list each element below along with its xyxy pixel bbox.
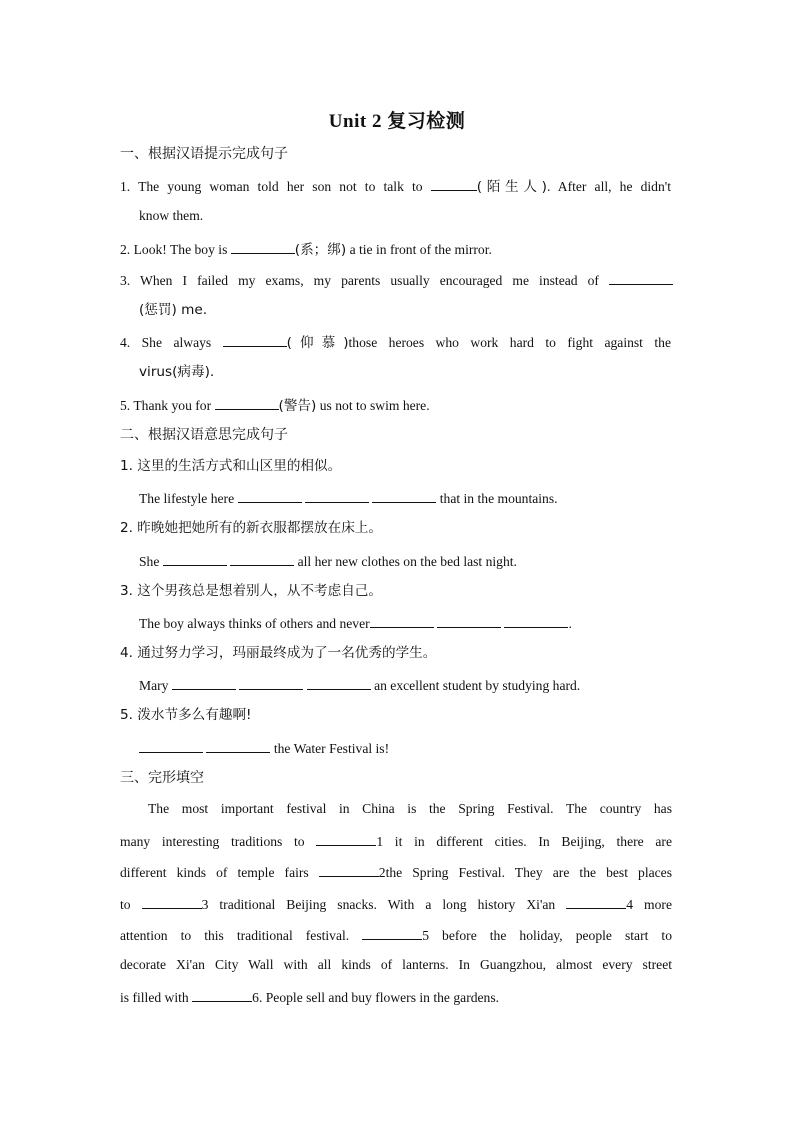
cloze-text: 2the Spring Festival. They are the best places xyxy=(378,865,672,880)
p2-q5-english xyxy=(139,738,389,758)
answer-blank[interactable] xyxy=(238,488,302,503)
cloze-line-4 xyxy=(120,894,672,914)
cloze-line-6: decorate Xi'an City Wall with all kinds of lanterns. In Guangzhou, almost every street xyxy=(120,957,672,972)
cloze-text: different kinds of temple fairs xyxy=(120,865,309,880)
p2-q3-post: . xyxy=(568,616,572,631)
p1-q4-text-c: virus(病毒). xyxy=(139,364,215,380)
cloze-line-3 xyxy=(120,862,672,882)
answer-blank[interactable] xyxy=(163,551,227,566)
cloze-blank-5[interactable] xyxy=(362,925,422,940)
p2-q4-english xyxy=(139,675,580,695)
p1-q2-text-a: 2. Look! The boy is xyxy=(120,242,228,257)
cloze-text: 6. People sell and buy flowers in the gardens. xyxy=(252,990,500,1005)
p1-q3-text-c: (惩罚) me. xyxy=(139,302,208,318)
cloze-line-1: The most important festival in China is the Spring Festival. The country has xyxy=(148,801,672,816)
p1-q5-line xyxy=(120,395,430,415)
p1-q4-text-a: 4. She always xyxy=(120,335,212,350)
cloze-text: attention to this traditional festival. xyxy=(120,928,350,943)
p2-q4-chinese: 4. 通过努力学习，玛丽最终成为了一名优秀的学生。 xyxy=(120,645,437,661)
answer-blank[interactable] xyxy=(206,738,270,753)
p1-q1-line1 xyxy=(120,176,671,196)
p1-q3-line1 xyxy=(120,270,673,290)
cloze-text: 3 traditional Beijing snacks. With a long history Xi'an xyxy=(201,897,556,912)
p1-q1-text-b: . After all, he didn't xyxy=(546,179,671,194)
answer-blank[interactable] xyxy=(223,332,287,347)
answer-blank[interactable] xyxy=(431,176,477,191)
cloze-blank-1[interactable] xyxy=(316,831,376,846)
p1-q3-line2 xyxy=(139,301,207,319)
cloze-text: 5 before the holiday, people start to xyxy=(422,928,672,943)
p2-q5-chinese: 5. 泼水节多么有趣啊! xyxy=(120,707,252,723)
cloze-line-2 xyxy=(120,831,672,851)
p1-q5-hint: (警告) xyxy=(278,398,317,414)
p2-q2-english xyxy=(139,551,517,571)
cloze-blank-2[interactable] xyxy=(319,862,379,877)
answer-blank[interactable] xyxy=(230,551,294,566)
section-heading-2: 二、根据汉语意思完成句子 xyxy=(120,427,288,443)
p2-q2-pre: She xyxy=(139,554,160,569)
p1-q2-text-b: a tie in front of the mirror. xyxy=(349,242,492,257)
p1-q5-text-a: 5. Thank you for xyxy=(120,398,212,413)
p2-q1-english xyxy=(139,488,558,508)
answer-blank[interactable] xyxy=(504,613,568,628)
section-heading-3: 三、完形填空 xyxy=(120,770,204,786)
p1-q2-line xyxy=(120,239,492,259)
cloze-blank-6[interactable] xyxy=(192,987,252,1002)
page-title: Unit 2 复习检测 xyxy=(328,111,466,132)
p2-q2-chinese: 2. 昨晚她把她所有的新衣服都摆放在床上。 xyxy=(120,520,382,536)
answer-blank[interactable] xyxy=(370,613,434,628)
answer-blank[interactable] xyxy=(239,675,303,690)
answer-blank[interactable] xyxy=(231,239,295,254)
cloze-text: 4 more xyxy=(626,897,672,912)
p1-q4-hint: (仰慕) xyxy=(286,335,349,351)
p1-q5-text-b: us not to swim here. xyxy=(319,398,430,413)
p1-q4-text-b: those heroes who work hard to fight against the xyxy=(348,335,671,350)
p1-q1-text-a: 1. The young woman told her son not to talk to xyxy=(120,179,423,194)
p2-q1-post: that in the mountains. xyxy=(439,491,558,506)
p2-q1-pre: The lifestyle here xyxy=(139,491,235,506)
p2-q3-chinese: 3. 这个男孩总是想着别人，从不考虑自己。 xyxy=(120,583,382,599)
answer-blank[interactable] xyxy=(609,270,673,285)
answer-blank[interactable] xyxy=(307,675,371,690)
section-heading-1: 一、根据汉语提示完成句子 xyxy=(120,146,288,162)
p2-q3-english xyxy=(139,613,572,633)
answer-blank[interactable] xyxy=(437,613,501,628)
p1-q1-hint: (陌生人) xyxy=(476,179,547,195)
answer-blank[interactable] xyxy=(305,488,369,503)
answer-blank[interactable] xyxy=(139,738,203,753)
cloze-text: many interesting traditions to xyxy=(120,834,305,849)
cloze-text: 1 it in different cities. In Beijing, there are xyxy=(376,834,672,849)
p1-q4-line1 xyxy=(120,332,671,352)
cloze-line-5 xyxy=(120,925,672,945)
p2-q2-post: all her new clothes on the bed last night. xyxy=(297,554,517,569)
answer-blank[interactable] xyxy=(215,395,279,410)
answer-blank[interactable] xyxy=(372,488,436,503)
p2-q5-post: the Water Festival is! xyxy=(273,741,390,756)
p2-q3-pre: The boy always thinks of others and never xyxy=(139,616,370,631)
cloze-blank-4[interactable] xyxy=(566,894,626,909)
p1-q2-hint: (系；绑) xyxy=(294,242,347,258)
p1-q3-text-a: 3. When I failed my exams, my parents usually encouraged me instead of xyxy=(120,273,599,288)
p2-q4-post: an excellent student by studying hard. xyxy=(374,678,581,693)
cloze-text: to xyxy=(120,897,131,912)
p1-q4-line2 xyxy=(139,363,214,381)
cloze-line-7 xyxy=(120,987,499,1007)
p1-q1-line2: know them. xyxy=(139,208,204,223)
answer-blank[interactable] xyxy=(172,675,236,690)
cloze-blank-3[interactable] xyxy=(142,894,202,909)
p2-q4-pre: Mary xyxy=(139,678,169,693)
cloze-text: is filled with xyxy=(120,990,189,1005)
p2-q1-chinese: 1. 这里的生活方式和山区里的相似。 xyxy=(120,458,342,474)
